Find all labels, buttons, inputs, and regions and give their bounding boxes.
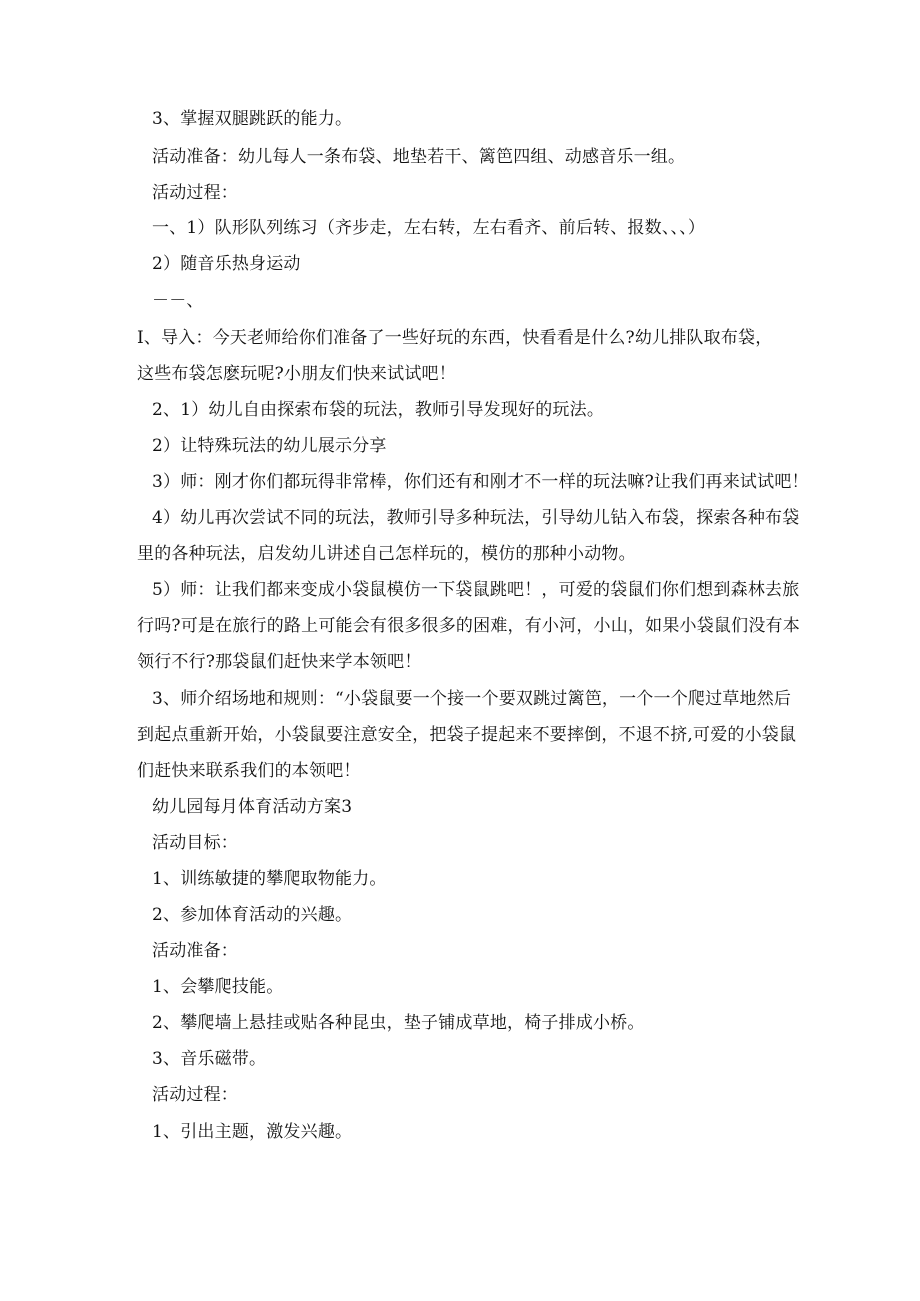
text-line: 活动准备：	[152, 941, 238, 961]
text-line: 1、训练敏捷的攀爬取物能力。	[152, 869, 387, 889]
text-line: －－、	[152, 291, 204, 311]
text-line: 这些布袋怎麽玩呢?小朋友们快来试试吧！	[137, 364, 456, 384]
text-line: 4）幼儿再次尝试不同的玩法，教师引导多种玩法，引导幼儿钻入布袋，探索各种布袋	[152, 508, 800, 528]
text-line: 活动目标：	[152, 833, 238, 853]
text-line: 活动过程：	[152, 183, 238, 203]
text-line: 们赶快来联系我们的本领吧！	[137, 761, 361, 781]
text-line: 3、掌握双腿跳跃的能力。	[152, 109, 353, 129]
section-heading: 幼儿园每月体育活动方案3	[152, 797, 353, 817]
text-line: I、导入：今天老师给你们准备了一些好玩的东西，快看看是什么?幼儿排队取布袋，	[137, 328, 773, 348]
text-line: 2、1）幼儿自由探索布袋的玩法，教师引导发现好的玩法。	[152, 400, 605, 420]
text-line: 2）随音乐热身运动	[152, 254, 301, 274]
text-line: 2、攀爬墙上悬挂或贴各种昆虫，垫子铺成草地，椅子排成小桥。	[152, 1013, 645, 1033]
text-line: 行吗?可是在旅行的路上可能会有很多很多的困难，有小河，小山，如果小袋鼠们没有本	[137, 616, 800, 636]
text-line: 3、师介绍场地和规则：“小袋鼠要一个接一个要双跳过篱笆，一个一个爬过草地然后	[152, 689, 792, 709]
text-line: 里的各种玩法，启发幼儿讲述自己怎样玩的，模仿的那种小动物。	[137, 544, 636, 564]
text-line: 5）师：让我们都来变成小袋鼠模仿一下袋鼠跳吧！，可爱的袋鼠们你们想到森林去旅	[152, 580, 800, 600]
text-line: 领行不行?那袋鼠们赶快来学本领吧！	[137, 652, 422, 672]
text-line: 1、引出主题，激发兴趣。	[152, 1122, 353, 1142]
text-line: 一、1）队形队列练习（齐步走，左右转，左右看齐、前后转、报数、、、）	[152, 218, 706, 238]
text-line: 活动准备：幼儿每人一条布袋、地垫若干、篱笆四组、动感音乐一组。	[152, 147, 686, 167]
text-line: 1、会攀爬技能。	[152, 977, 284, 997]
text-line: 活动过程：	[152, 1085, 238, 1105]
text-line: 3、音乐磁带。	[152, 1049, 267, 1069]
text-line: 到起点重新开始，小袋鼠要注意安全，把袋子提起来不要摔倒，不退不挤,可爱的小袋鼠	[137, 725, 797, 745]
text-line: 2、参加体育活动的兴趣。	[152, 905, 353, 925]
text-line: 3）师：刚才你们都玩得非常棒，你们还有和刚才不一样的玩法嘛?让我们再来试试吧！	[152, 472, 809, 492]
text-line: 2）让特殊玩法的幼儿展示分享	[152, 436, 387, 456]
